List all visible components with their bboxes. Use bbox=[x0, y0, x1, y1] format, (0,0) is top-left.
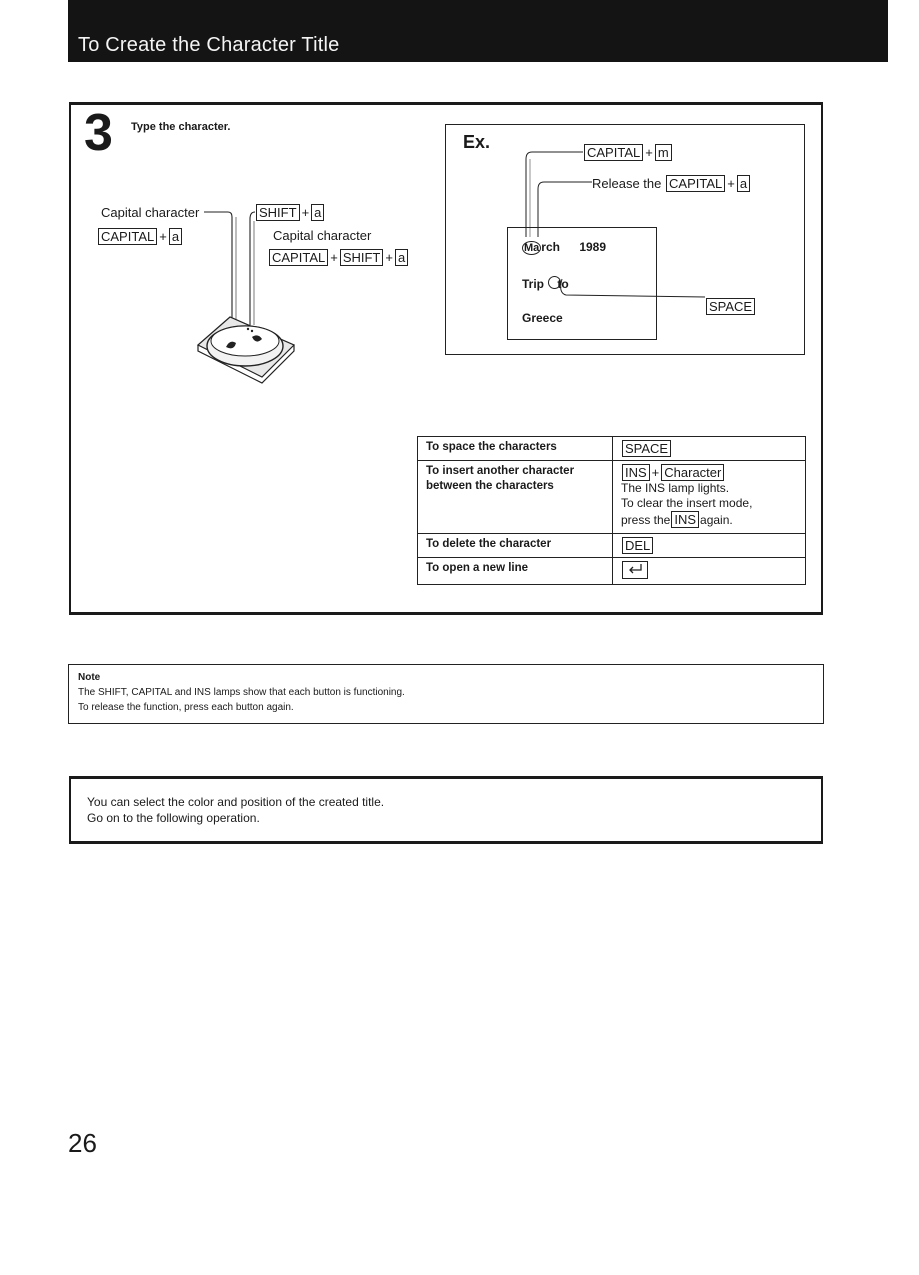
page-number: 26 bbox=[68, 1128, 97, 1158]
a-key: a bbox=[311, 204, 324, 221]
capital-key: CAPITAL bbox=[666, 175, 725, 192]
table-row bbox=[418, 534, 806, 558]
ins-key: INS bbox=[671, 511, 699, 528]
ins-key: INS bbox=[622, 464, 650, 481]
table-row bbox=[418, 437, 806, 461]
note-line-1: The SHIFT, CAPITAL and INS lamps show that each button is functioning. bbox=[78, 687, 405, 698]
del-key: DEL bbox=[622, 537, 653, 554]
screen-line-1: Ma rch 1989 bbox=[524, 240, 607, 254]
next-line-1: You can select the color and position of the created title. bbox=[87, 795, 385, 809]
op-label: To space the characters bbox=[418, 437, 613, 461]
capital-key: CAPITAL bbox=[269, 249, 328, 266]
example-space bbox=[705, 298, 756, 315]
page-title: To Create the Character Title bbox=[78, 34, 340, 56]
screen-line-3: Greece bbox=[522, 311, 563, 325]
op-label: To insert another character between the characters bbox=[418, 461, 613, 534]
lower-case-combo: CAPITAL + a bbox=[97, 228, 183, 245]
a-key: a bbox=[395, 249, 408, 266]
shift-key: SHIFT bbox=[340, 249, 384, 266]
example-label: Ex. bbox=[463, 132, 491, 152]
ins-note-2: To clear the insert mode, bbox=[621, 496, 753, 510]
upper-case-combo: CAPITAL + SHIFT + a bbox=[268, 249, 409, 266]
key-illustration bbox=[190, 205, 310, 390]
op-label: To open a new line bbox=[418, 558, 613, 585]
a-key: a bbox=[737, 175, 750, 192]
ins-note-3: press the INS again. bbox=[621, 512, 733, 527]
m-key: m bbox=[655, 144, 672, 161]
cursor-circle: Ma bbox=[524, 242, 540, 254]
op-label: To delete the character bbox=[418, 534, 613, 558]
note-line-2: To release the function, press each button again. bbox=[78, 702, 294, 713]
example-release: Release the CAPITAL + a bbox=[592, 175, 751, 192]
next-line-2: Go on to the following operation. bbox=[87, 811, 260, 825]
lower-case-label: Capital character bbox=[101, 205, 200, 220]
space-key: SPACE bbox=[622, 440, 671, 457]
a-key: a bbox=[169, 228, 182, 245]
return-key-icon bbox=[622, 561, 648, 579]
upper-case-label: Capital character bbox=[273, 228, 372, 243]
step-title: Type the character. bbox=[131, 121, 231, 133]
capital-key: CAPITAL bbox=[98, 228, 157, 245]
space-key: SPACE bbox=[706, 298, 755, 315]
screen-line-2: Trip to bbox=[522, 277, 569, 291]
character-key: Character bbox=[661, 464, 724, 481]
capital-key: CAPITAL bbox=[584, 144, 643, 161]
next-step-box bbox=[69, 776, 823, 844]
table-row: To insert another character between the characters INS + Character The INS lamp lights. To clear the insert mode, press the INS again. bbox=[418, 461, 806, 534]
shift-key: SHIFT bbox=[256, 204, 300, 221]
upper-keys-combo: SHIFT + a bbox=[255, 204, 325, 221]
operations-table bbox=[417, 436, 806, 585]
table-row bbox=[418, 558, 806, 585]
example-combo-1: CAPITAL + m bbox=[583, 144, 673, 161]
note-title: Note bbox=[78, 672, 101, 683]
ins-note-1: The INS lamp lights. bbox=[621, 481, 730, 495]
step-number: 3 bbox=[84, 104, 113, 162]
